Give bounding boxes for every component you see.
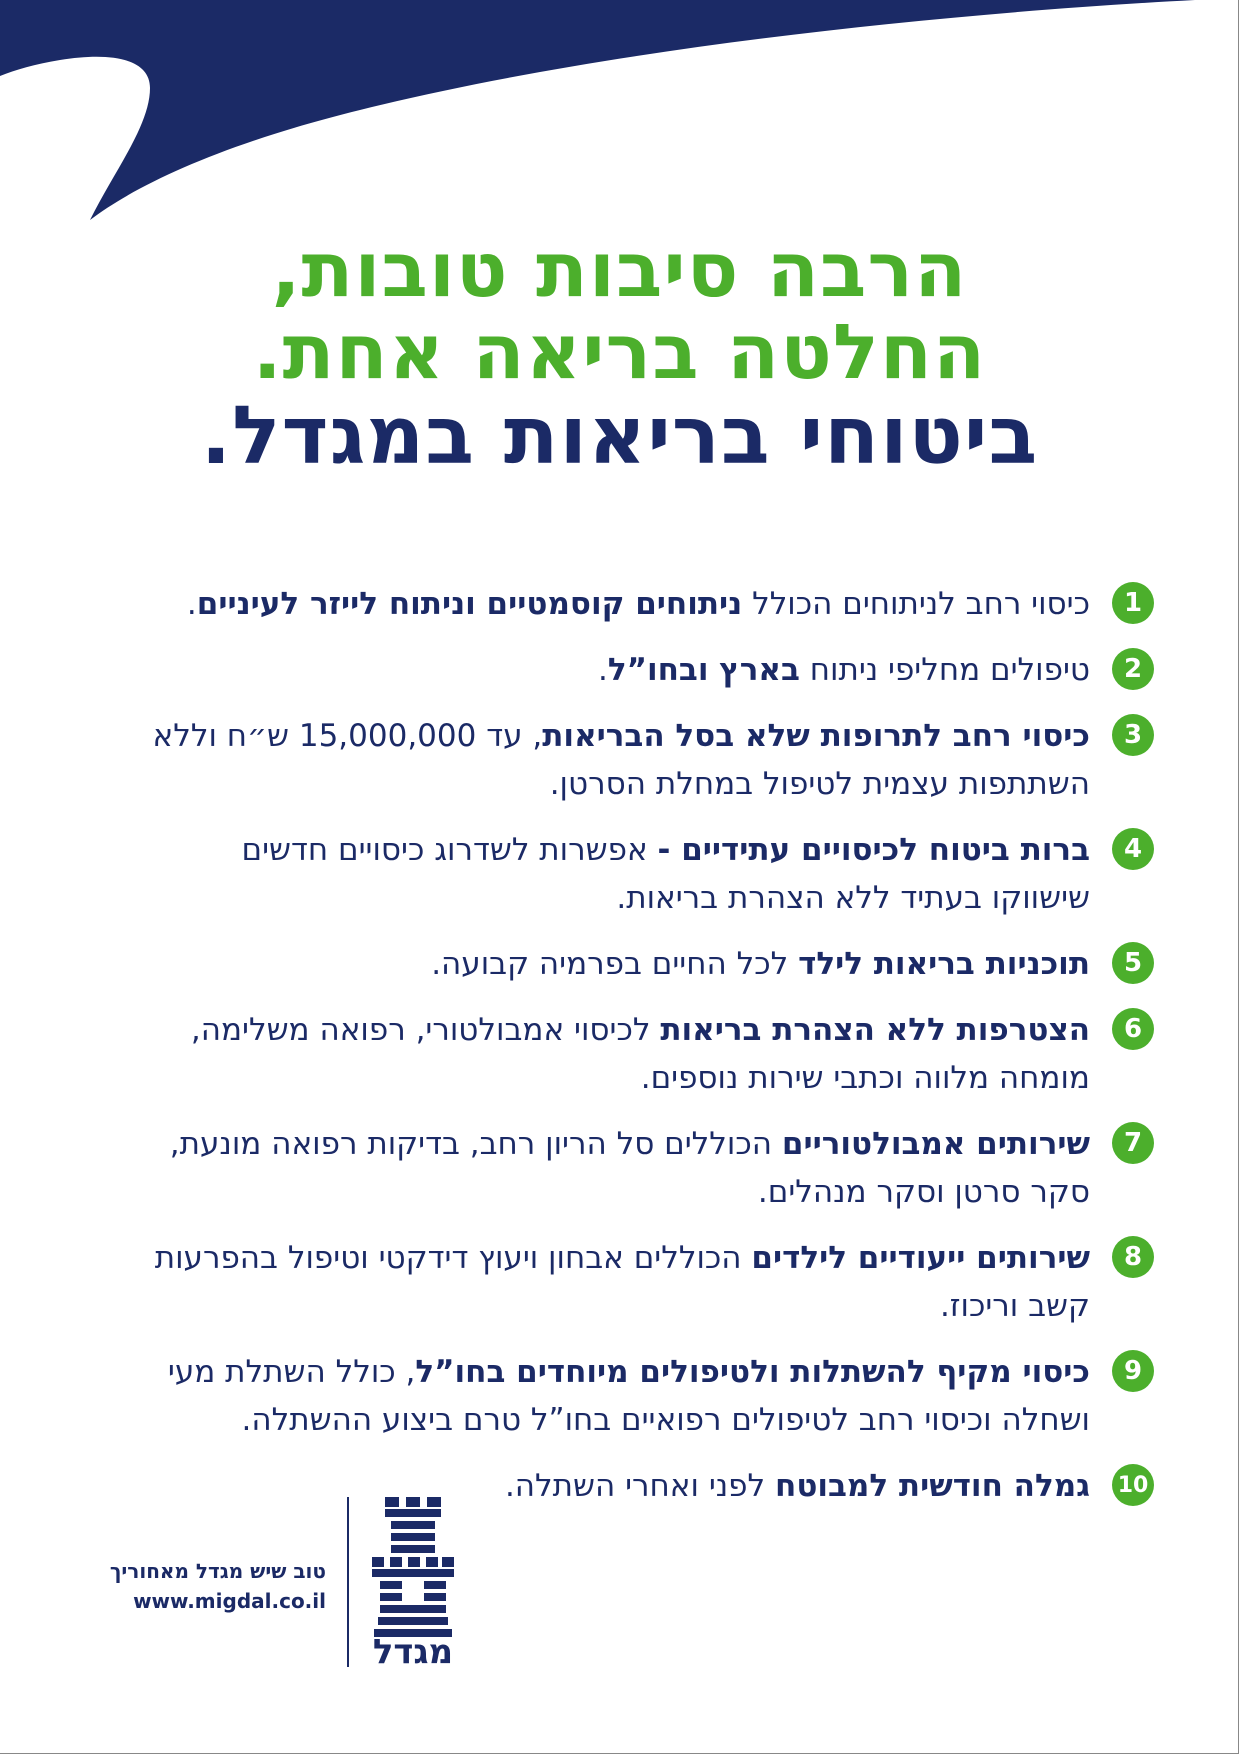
- item-text: [150, 580, 1090, 628]
- headline-line-2: החלטה בריאה אחת.: [252, 307, 987, 396]
- item-text: [150, 1234, 1090, 1330]
- header-swoosh: [0, 0, 1239, 240]
- item-text-part: הכוללים אבחון ויעוץ דידקטי וטיפול בהפרעות קשב וריכוז.: [154, 1240, 1090, 1324]
- list-item: [84, 712, 1154, 808]
- benefits-list: [84, 580, 1154, 1528]
- item-text: [150, 712, 1090, 808]
- item-number-badge: 5: [1112, 942, 1154, 984]
- list-item: [84, 1006, 1154, 1102]
- item-text-part: הכוללים סל הריון רחב, בדיקות רפואה מונעת, סקר סרטן וסקר מנהלים.: [169, 1126, 1090, 1210]
- footer-divider: [347, 1497, 349, 1667]
- item-text: [150, 1120, 1090, 1216]
- list-item: [84, 1120, 1154, 1216]
- item-text-part: אפשרות לשדרוג כיסויים חדשים שישווקו בעתיד ללא הצהרת בריאות.: [241, 832, 1090, 916]
- item-text-part: , כולל השתלת מעי ושחלה וכיסוי רחב לטיפולים רפואיים בחו”ל טרם ביצוע ההשתלה.: [167, 1354, 1090, 1438]
- list-item: [84, 1348, 1154, 1444]
- footer-url[interactable]: www.migdal.co.il: [133, 1589, 326, 1613]
- headline-line-3: ביטוחי בריאות במגדל.: [200, 389, 1039, 482]
- item-number-badge: 1: [1112, 582, 1154, 624]
- item-text: [150, 940, 1090, 988]
- item-text-bold: שירותים ייעודיים לילדים: [751, 1240, 1090, 1276]
- item-number-badge: 6: [1112, 1008, 1154, 1050]
- item-text-bold: כיסוי מקיף להשתלות ולטיפולים מיוחדים בחו”ל: [415, 1354, 1090, 1390]
- item-number-badge: 2: [1112, 648, 1154, 690]
- item-text: [150, 826, 1090, 922]
- item-text-part: .: [597, 652, 608, 688]
- migdal-logo-text: מגדל: [372, 1632, 454, 1672]
- item-text-bold: שירותים אמבולטוריים: [781, 1126, 1090, 1162]
- item-number-badge: 3: [1112, 714, 1154, 756]
- item-text: [150, 1006, 1090, 1102]
- item-number-badge: 9: [1112, 1350, 1154, 1392]
- item-text-part: טיפולים מחליפי ניתוח: [799, 652, 1090, 688]
- item-text-part: כיסוי רחב לניתוחים הכולל: [742, 586, 1090, 622]
- headline-line-1: הרבה סיבות טובות,: [271, 225, 968, 314]
- list-item: [84, 1462, 1154, 1510]
- item-text-bold: ניתוחים קוסמטיים וניתוח לייזר לעיניים: [196, 586, 743, 622]
- item-text-bold: תוכניות בריאות לילד: [798, 946, 1090, 982]
- footer-slogan: טוב שיש מגדל מאחוריך: [109, 1559, 326, 1583]
- item-number-badge: 8: [1112, 1236, 1154, 1278]
- item-number-badge: 7: [1112, 1122, 1154, 1164]
- list-item: [84, 940, 1154, 988]
- list-item: [84, 580, 1154, 628]
- list-item: [84, 826, 1154, 922]
- item-text-part: לכיסוי אמבולטורי, רפואה משלימה, מומחה מלווה וכתבי שירות נוספים.: [190, 1012, 1090, 1096]
- item-text-part: לכל החיים בפרמיה קבועה.: [431, 946, 799, 982]
- item-text-bold: כיסוי רחב לתרופות שלא בסל הבריאות: [542, 718, 1090, 754]
- item-text-bold: גמלה חודשית למבוטח: [775, 1468, 1090, 1504]
- item-text-bold: בארץ ובחו”ל: [607, 652, 800, 688]
- item-text-part: .: [186, 586, 197, 622]
- item-text-part: לפני ואחרי השתלה.: [504, 1468, 776, 1504]
- footer-slogan-block: [110, 1556, 326, 1616]
- item-number-badge: 4: [1112, 828, 1154, 870]
- headline: [0, 225, 1239, 482]
- item-text: [150, 1348, 1090, 1444]
- item-text-bold: הצטרפות ללא הצהרת בריאות: [660, 1012, 1090, 1048]
- item-text-bold: ברות ביטוח לכיסויים עתידיים -: [657, 832, 1090, 868]
- item-number-badge: 10: [1112, 1464, 1154, 1506]
- list-item: [84, 646, 1154, 694]
- list-item: [84, 1234, 1154, 1330]
- item-text: [150, 646, 1090, 694]
- item-text-part: , עד 15,000,000 ש״ח וללא השתתפות עצמית לטיפול במחלת הסרטן.: [152, 718, 1090, 802]
- item-text: [150, 1462, 1090, 1510]
